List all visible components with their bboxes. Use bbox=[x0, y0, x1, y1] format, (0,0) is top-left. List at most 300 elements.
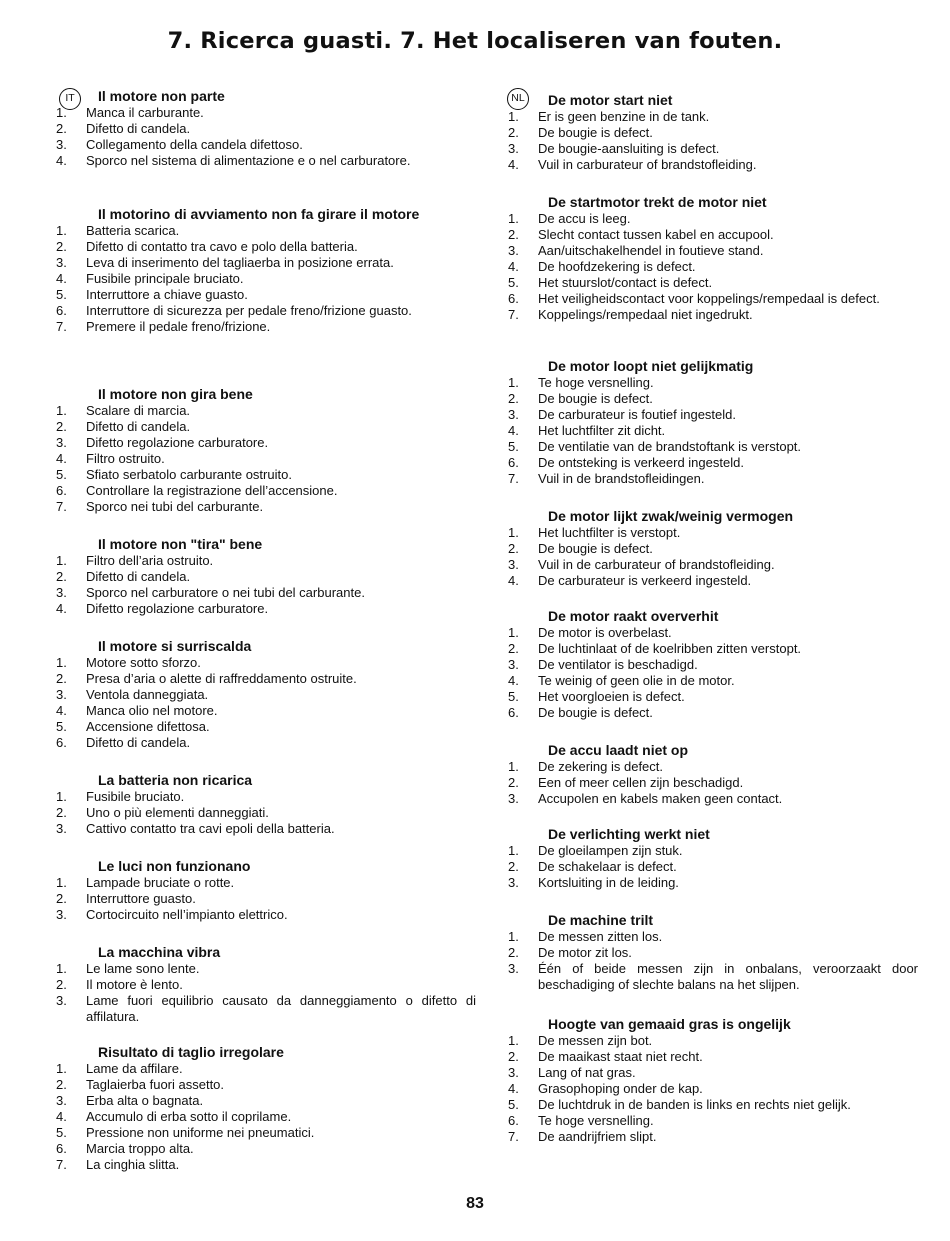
list-item-number: 3. bbox=[508, 243, 519, 258]
section-item-list bbox=[56, 105, 476, 169]
section-item-list bbox=[508, 211, 918, 323]
section-1 bbox=[56, 88, 476, 169]
list-item-number: 2. bbox=[56, 569, 67, 584]
list-item bbox=[508, 1097, 918, 1113]
list-item bbox=[508, 291, 918, 307]
list-item-number: 3. bbox=[56, 687, 67, 702]
section-title: Il motore non "tira" bene bbox=[98, 536, 263, 552]
list-item-text: Manca olio nel motore. bbox=[86, 703, 218, 718]
section-8 bbox=[508, 912, 918, 993]
list-item-text: Sfiato serbatolo carburante ostruito. bbox=[86, 467, 292, 482]
list-item-number: 1. bbox=[56, 105, 67, 120]
list-item-text: Uno o più elementi danneggiati. bbox=[86, 805, 269, 820]
list-item-text: De luchtinlaat of de koelribben zitten verstopt. bbox=[538, 641, 802, 656]
list-item-text: Lampade bruciate o rotte. bbox=[86, 875, 235, 890]
list-item bbox=[56, 287, 476, 303]
list-item-number: 4. bbox=[56, 703, 67, 718]
list-item bbox=[56, 891, 476, 907]
list-item bbox=[508, 141, 918, 157]
section-item-list bbox=[56, 961, 476, 1025]
list-item bbox=[56, 553, 476, 569]
list-item-number: 6. bbox=[508, 705, 519, 720]
list-item-number: 3. bbox=[56, 435, 67, 450]
list-item-text: La cinghia slitta. bbox=[86, 1157, 180, 1172]
list-item-text: Accupolen en kabels maken geen contact. bbox=[538, 791, 783, 806]
list-item bbox=[56, 239, 476, 255]
list-item-text: Sporco nel sistema di alimentazione e o nel carburatore. bbox=[86, 153, 411, 168]
list-item-number: 2. bbox=[56, 891, 67, 906]
list-item-number: 6. bbox=[56, 303, 67, 318]
list-item bbox=[56, 153, 476, 169]
list-item-text: Scalare di marcia. bbox=[86, 403, 191, 418]
list-item-number: 4. bbox=[56, 601, 67, 616]
list-item-text: Le lame sono lente. bbox=[86, 961, 200, 976]
section-title: Il motore non gira bene bbox=[98, 386, 253, 402]
list-item bbox=[508, 573, 918, 589]
list-item bbox=[508, 125, 918, 141]
dutch-language-badge: NL bbox=[507, 88, 529, 110]
list-item bbox=[56, 223, 476, 239]
section-6 bbox=[508, 742, 918, 807]
list-item bbox=[56, 993, 476, 1025]
list-item bbox=[508, 759, 918, 775]
section-item-list bbox=[508, 375, 918, 487]
list-item-number: 4. bbox=[508, 423, 519, 438]
list-item bbox=[56, 271, 476, 287]
section-3 bbox=[508, 358, 918, 487]
section-item-list bbox=[56, 875, 476, 923]
list-item-text: Te weinig of geen olie in de motor. bbox=[538, 673, 735, 688]
list-item-number: 3. bbox=[56, 255, 67, 270]
list-item bbox=[508, 875, 918, 891]
section-title: De motor raakt oververhit bbox=[548, 608, 719, 624]
list-item bbox=[56, 977, 476, 993]
section-item-list bbox=[56, 789, 476, 837]
list-item bbox=[508, 1113, 918, 1129]
list-item-text: Collegamento della candela difettoso. bbox=[86, 137, 303, 152]
list-item-text: De messen zitten los. bbox=[538, 929, 663, 944]
list-item bbox=[56, 671, 476, 687]
section-title: Il motore non parte bbox=[98, 88, 225, 104]
list-item-text: Aan/uitschakelhendel in foutieve stand. bbox=[538, 243, 764, 258]
list-item-text: Difetto regolazione carburatore. bbox=[86, 601, 269, 616]
list-item-text: Sporco nei tubi del carburante. bbox=[86, 499, 264, 514]
list-item bbox=[56, 1125, 476, 1141]
list-item-number: 1. bbox=[56, 655, 67, 670]
list-item-number: 1. bbox=[508, 759, 519, 774]
list-item-text: Controllare la registrazione dell’accensione. bbox=[86, 483, 338, 498]
list-item bbox=[56, 1061, 476, 1077]
list-item bbox=[56, 1157, 476, 1173]
list-item bbox=[508, 211, 918, 227]
list-item-number: 1. bbox=[56, 553, 67, 568]
list-item-text: Het luchtfilter is verstopt. bbox=[538, 525, 681, 540]
section-title: La batteria non ricarica bbox=[98, 772, 253, 788]
list-item-text: Interruttore guasto. bbox=[86, 891, 196, 906]
list-item-text: Lame fuori equilibrio causato da danneggiamento o difetto di affilatura. bbox=[86, 993, 476, 1024]
section-item-list bbox=[56, 553, 476, 617]
list-item-text: Het voorgloeien is defect. bbox=[538, 689, 685, 704]
list-item-text: Accensione difettosa. bbox=[86, 719, 210, 734]
list-item-number: 4. bbox=[508, 157, 519, 172]
list-item-text: Accumulo di erba sotto il coprilame. bbox=[86, 1109, 292, 1124]
list-item-text: Filtro dell’aria ostruito. bbox=[86, 553, 214, 568]
list-item bbox=[508, 157, 918, 173]
list-item-text: De bougie is defect. bbox=[538, 391, 653, 406]
list-item bbox=[56, 821, 476, 837]
list-item-text: Het stuurslot/contact is defect. bbox=[538, 275, 713, 290]
list-item-text: Kortsluiting in de leiding. bbox=[538, 875, 679, 890]
list-item bbox=[56, 121, 476, 137]
list-item-number: 4. bbox=[508, 673, 519, 688]
list-item bbox=[508, 859, 918, 875]
list-item bbox=[508, 1049, 918, 1065]
section-item-list bbox=[508, 625, 918, 721]
list-item-text: Difetto di candela. bbox=[86, 121, 191, 136]
list-item-number: 2. bbox=[56, 671, 67, 686]
list-item bbox=[508, 407, 918, 423]
list-item-text: De ventilator is beschadigd. bbox=[538, 657, 698, 672]
list-item-text: Difetto di contatto tra cavo e polo della batteria. bbox=[86, 239, 358, 254]
list-item-number: 2. bbox=[508, 641, 519, 656]
list-item bbox=[56, 1109, 476, 1125]
list-item bbox=[508, 1081, 918, 1097]
list-item-number: 7. bbox=[508, 307, 519, 322]
list-item-text: De messen zijn bot. bbox=[538, 1033, 653, 1048]
list-item bbox=[56, 1141, 476, 1157]
list-item bbox=[56, 435, 476, 451]
section-1 bbox=[508, 92, 918, 173]
list-item-number: 1. bbox=[508, 929, 519, 944]
list-item-number: 2. bbox=[56, 419, 67, 434]
list-item-text: Grasophoping onder de kap. bbox=[538, 1081, 703, 1096]
list-item-text: De ontsteking is verkeerd ingesteld. bbox=[538, 455, 744, 470]
list-item bbox=[56, 137, 476, 153]
list-item-number: 5. bbox=[56, 467, 67, 482]
list-item-number: 4. bbox=[56, 271, 67, 286]
list-item-text: Te hoge versnelling. bbox=[538, 1113, 654, 1128]
list-item-number: 6. bbox=[56, 483, 67, 498]
list-item-text: Filtro ostruito. bbox=[86, 451, 165, 466]
list-item-text: Taglaierba fuori assetto. bbox=[86, 1077, 225, 1092]
list-item-text: De motor is overbelast. bbox=[538, 625, 672, 640]
list-item-text: Difetto di candela. bbox=[86, 419, 191, 434]
list-item bbox=[56, 451, 476, 467]
list-item-number: 2. bbox=[508, 859, 519, 874]
section-2 bbox=[508, 194, 918, 323]
list-item-text: Batteria scarica. bbox=[86, 223, 180, 238]
list-item-number: 3. bbox=[56, 1093, 67, 1108]
list-item-number: 3. bbox=[508, 791, 519, 806]
section-item-list bbox=[508, 1033, 918, 1145]
list-item-text: De bougie is defect. bbox=[538, 125, 653, 140]
list-item bbox=[508, 641, 918, 657]
list-item-number: 7. bbox=[56, 499, 67, 514]
list-item-text: Marcia troppo alta. bbox=[86, 1141, 194, 1156]
list-item bbox=[56, 467, 476, 483]
list-item bbox=[56, 805, 476, 821]
list-item-text: Premere il pedale freno/frizione. bbox=[86, 319, 271, 334]
list-item-text: Vuil in de carburateur of brandstofleiding. bbox=[538, 557, 775, 572]
list-item bbox=[56, 569, 476, 585]
section-title: De machine trilt bbox=[548, 912, 654, 928]
list-item-number: 2. bbox=[508, 1049, 519, 1064]
list-item-number: 2. bbox=[56, 805, 67, 820]
list-item bbox=[508, 423, 918, 439]
list-item-text: Fusibile principale bruciato. bbox=[86, 271, 244, 286]
list-item-text: Cortocircuito nell’impianto elettrico. bbox=[86, 907, 288, 922]
list-item bbox=[56, 789, 476, 805]
section-item-list bbox=[508, 525, 918, 589]
list-item bbox=[508, 275, 918, 291]
list-item bbox=[508, 657, 918, 673]
list-item bbox=[56, 735, 476, 751]
list-item-text: Leva di inserimento del tagliaerba in posizione errata. bbox=[86, 255, 394, 270]
list-item-number: 1. bbox=[508, 1033, 519, 1048]
list-item-number: 2. bbox=[508, 391, 519, 406]
list-item-number: 7. bbox=[56, 1157, 67, 1172]
list-item bbox=[56, 961, 476, 977]
list-item-number: 3. bbox=[56, 993, 67, 1008]
section-3 bbox=[56, 386, 476, 515]
list-item-number: 4. bbox=[508, 573, 519, 588]
list-item bbox=[508, 439, 918, 455]
section-9 bbox=[56, 1044, 476, 1173]
list-item-text: Het veiligheidscontact voor koppelings/rempedaal is defect. bbox=[538, 291, 880, 306]
list-item bbox=[508, 625, 918, 641]
list-item-text: De hoofdzekering is defect. bbox=[538, 259, 696, 274]
list-item bbox=[508, 243, 918, 259]
list-item-text: De bougie is defect. bbox=[538, 541, 653, 556]
list-item bbox=[508, 259, 918, 275]
list-item-number: 3. bbox=[56, 821, 67, 836]
list-item-text: Cattivo contatto tra cavi epoli della batteria. bbox=[86, 821, 335, 836]
list-item-number: 3. bbox=[56, 137, 67, 152]
list-item-number: 3. bbox=[508, 557, 519, 572]
list-item-number: 2. bbox=[56, 977, 67, 992]
list-item-text: De accu is leeg. bbox=[538, 211, 631, 226]
list-item-text: De bougie is defect. bbox=[538, 705, 653, 720]
list-item bbox=[508, 945, 918, 961]
list-item bbox=[508, 1033, 918, 1049]
page-number: 83 bbox=[466, 1195, 484, 1212]
section-4 bbox=[508, 508, 918, 589]
list-item bbox=[56, 499, 476, 515]
list-item bbox=[56, 655, 476, 671]
list-item-text: Pressione non uniforme nei pneumatici. bbox=[86, 1125, 315, 1140]
list-item-number: 1. bbox=[508, 109, 519, 124]
list-item bbox=[508, 557, 918, 573]
list-item-text: Manca il carburante. bbox=[86, 105, 204, 120]
list-item bbox=[508, 455, 918, 471]
list-item-text: Te hoge versnelling. bbox=[538, 375, 654, 390]
list-item-number: 5. bbox=[56, 719, 67, 734]
list-item-number: 1. bbox=[56, 961, 67, 976]
section-title: La macchina vibra bbox=[98, 944, 221, 960]
list-item-text: De luchtdruk in de banden is links en rechts niet gelijk. bbox=[538, 1097, 851, 1112]
section-5 bbox=[508, 608, 918, 721]
section-title: De accu laadt niet op bbox=[548, 742, 689, 758]
list-item-text: Il motore è lento. bbox=[86, 977, 183, 992]
list-item-text: Lame da affilare. bbox=[86, 1061, 183, 1076]
list-item-text: De gloeilampen zijn stuk. bbox=[538, 843, 683, 858]
section-2 bbox=[56, 206, 476, 335]
list-item-text: Koppelings/rempedaal niet ingedrukt. bbox=[538, 307, 753, 322]
list-item-number: 7. bbox=[56, 319, 67, 334]
list-item-number: 4. bbox=[508, 1081, 519, 1096]
list-item-number: 6. bbox=[508, 455, 519, 470]
section-9 bbox=[508, 1016, 918, 1145]
list-item-number: 1. bbox=[508, 625, 519, 640]
list-item bbox=[56, 719, 476, 735]
list-item-number: 4. bbox=[56, 153, 67, 168]
list-item-text: De carburateur is foutief ingesteld. bbox=[538, 407, 736, 422]
list-item-text: De zekering is defect. bbox=[538, 759, 664, 774]
list-item-number: 6. bbox=[56, 735, 67, 750]
section-8 bbox=[56, 944, 476, 1025]
section-7 bbox=[56, 858, 476, 923]
list-item-text: De carburateur is verkeerd ingesteld. bbox=[538, 573, 752, 588]
list-item-number: 2. bbox=[56, 1077, 67, 1092]
list-item bbox=[508, 375, 918, 391]
list-item-number: 1. bbox=[508, 211, 519, 226]
list-item-number: 1. bbox=[56, 875, 67, 890]
section-6 bbox=[56, 772, 476, 837]
list-item-text: Het luchtfilter zit dicht. bbox=[538, 423, 666, 438]
list-item-number: 7. bbox=[508, 1129, 519, 1144]
list-item-number: 1. bbox=[56, 403, 67, 418]
list-item bbox=[56, 255, 476, 271]
list-item-text: Fusibile bruciato. bbox=[86, 789, 185, 804]
list-item bbox=[56, 403, 476, 419]
list-item-number: 3. bbox=[508, 875, 519, 890]
section-item-list bbox=[508, 109, 918, 173]
list-item-number: 2. bbox=[508, 775, 519, 790]
list-item bbox=[508, 307, 918, 323]
section-item-list bbox=[56, 223, 476, 335]
list-item-number: 6. bbox=[508, 1113, 519, 1128]
list-item-number: 5. bbox=[508, 689, 519, 704]
section-item-list bbox=[508, 843, 918, 891]
list-item-text: Difetto di candela. bbox=[86, 569, 191, 584]
section-title: Hoogte van gemaaid gras is ongelijk bbox=[548, 1016, 791, 1032]
list-item-number: 1. bbox=[508, 843, 519, 858]
list-item bbox=[508, 673, 918, 689]
section-item-list bbox=[56, 655, 476, 751]
section-item-list bbox=[508, 929, 918, 993]
section-title: Il motorino di avviamento non fa girare il motore bbox=[98, 206, 420, 222]
italian-language-badge: IT bbox=[59, 88, 81, 110]
list-item bbox=[56, 687, 476, 703]
section-title: De motor start niet bbox=[548, 92, 673, 108]
list-item-text: De maaikast staat niet recht. bbox=[538, 1049, 703, 1064]
section-5 bbox=[56, 638, 476, 751]
list-item bbox=[56, 703, 476, 719]
list-item-number: 3. bbox=[508, 1065, 519, 1080]
list-item bbox=[508, 1129, 918, 1145]
list-item bbox=[508, 227, 918, 243]
list-item bbox=[508, 843, 918, 859]
list-item-number: 1. bbox=[508, 525, 519, 540]
list-item-text: Één of beide messen zijn in onbalans, veroorzaakt door beschadiging of slechte balans na het slijpen. bbox=[538, 961, 918, 992]
section-title: De motor loopt niet gelijkmatig bbox=[548, 358, 754, 374]
list-item bbox=[56, 419, 476, 435]
list-item bbox=[508, 391, 918, 407]
list-item-text: Difetto di candela. bbox=[86, 735, 191, 750]
list-item bbox=[508, 775, 918, 791]
list-item bbox=[508, 961, 918, 993]
list-item-number: 5. bbox=[508, 439, 519, 454]
list-item-number: 2. bbox=[508, 541, 519, 556]
list-item bbox=[56, 319, 476, 335]
list-item bbox=[56, 1077, 476, 1093]
list-item bbox=[56, 601, 476, 617]
list-item-number: 3. bbox=[56, 907, 67, 922]
list-item-number: 3. bbox=[508, 961, 519, 976]
list-item bbox=[508, 109, 918, 125]
list-item-number: 6. bbox=[56, 1141, 67, 1156]
list-item-number: 4. bbox=[508, 259, 519, 274]
list-item bbox=[508, 525, 918, 541]
list-item-text: Erba alta o bagnata. bbox=[86, 1093, 204, 1108]
list-item-text: Difetto regolazione carburatore. bbox=[86, 435, 269, 450]
list-item-number: 6. bbox=[508, 291, 519, 306]
list-item-number: 3. bbox=[508, 657, 519, 672]
list-item bbox=[508, 791, 918, 807]
list-item-number: 4. bbox=[56, 1109, 67, 1124]
list-item-text: Presa d’aria o alette di raffreddamento ostruite. bbox=[86, 671, 357, 686]
list-item bbox=[508, 705, 918, 721]
list-item bbox=[56, 303, 476, 319]
list-item-number: 5. bbox=[56, 287, 67, 302]
list-item-text: De schakelaar is defect. bbox=[538, 859, 677, 874]
list-item-number: 1. bbox=[56, 223, 67, 238]
list-item-number: 3. bbox=[56, 585, 67, 600]
list-item-text: De aandrijfriem slipt. bbox=[538, 1129, 657, 1144]
list-item bbox=[508, 1065, 918, 1081]
section-4 bbox=[56, 536, 476, 617]
section-item-list bbox=[56, 403, 476, 515]
section-title: Le luci non funzionano bbox=[98, 858, 251, 874]
list-item-number: 2. bbox=[508, 125, 519, 140]
list-item-text: De ventilatie van de brandstoftank is verstopt. bbox=[538, 439, 802, 454]
list-item bbox=[508, 471, 918, 487]
list-item-number: 5. bbox=[508, 1097, 519, 1112]
list-item-text: Vuil in carburateur of brandstofleiding. bbox=[538, 157, 757, 172]
list-item bbox=[56, 105, 476, 121]
list-item-number: 2. bbox=[508, 945, 519, 960]
list-item bbox=[56, 907, 476, 923]
list-item-text: De motor zit los. bbox=[538, 945, 632, 960]
section-7 bbox=[508, 826, 918, 891]
section-item-list bbox=[508, 759, 918, 807]
list-item-text: Lang of nat gras. bbox=[538, 1065, 636, 1080]
section-title: De motor lijkt zwak/weinig vermogen bbox=[548, 508, 794, 524]
list-item bbox=[56, 483, 476, 499]
list-item bbox=[56, 1093, 476, 1109]
list-item bbox=[56, 875, 476, 891]
page-title: 7. Ricerca guasti. 7. Het localiseren van fouten. bbox=[167, 28, 783, 54]
list-item-number: 2. bbox=[56, 239, 67, 254]
list-item bbox=[508, 929, 918, 945]
section-item-list bbox=[56, 1061, 476, 1173]
list-item-number: 5. bbox=[508, 275, 519, 290]
list-item-text: Vuil in de brandstofleidingen. bbox=[538, 471, 705, 486]
list-item-text: Slecht contact tussen kabel en accupool. bbox=[538, 227, 774, 242]
list-item-text: Er is geen benzine in de tank. bbox=[538, 109, 710, 124]
list-item-number: 4. bbox=[56, 451, 67, 466]
list-item bbox=[508, 541, 918, 557]
